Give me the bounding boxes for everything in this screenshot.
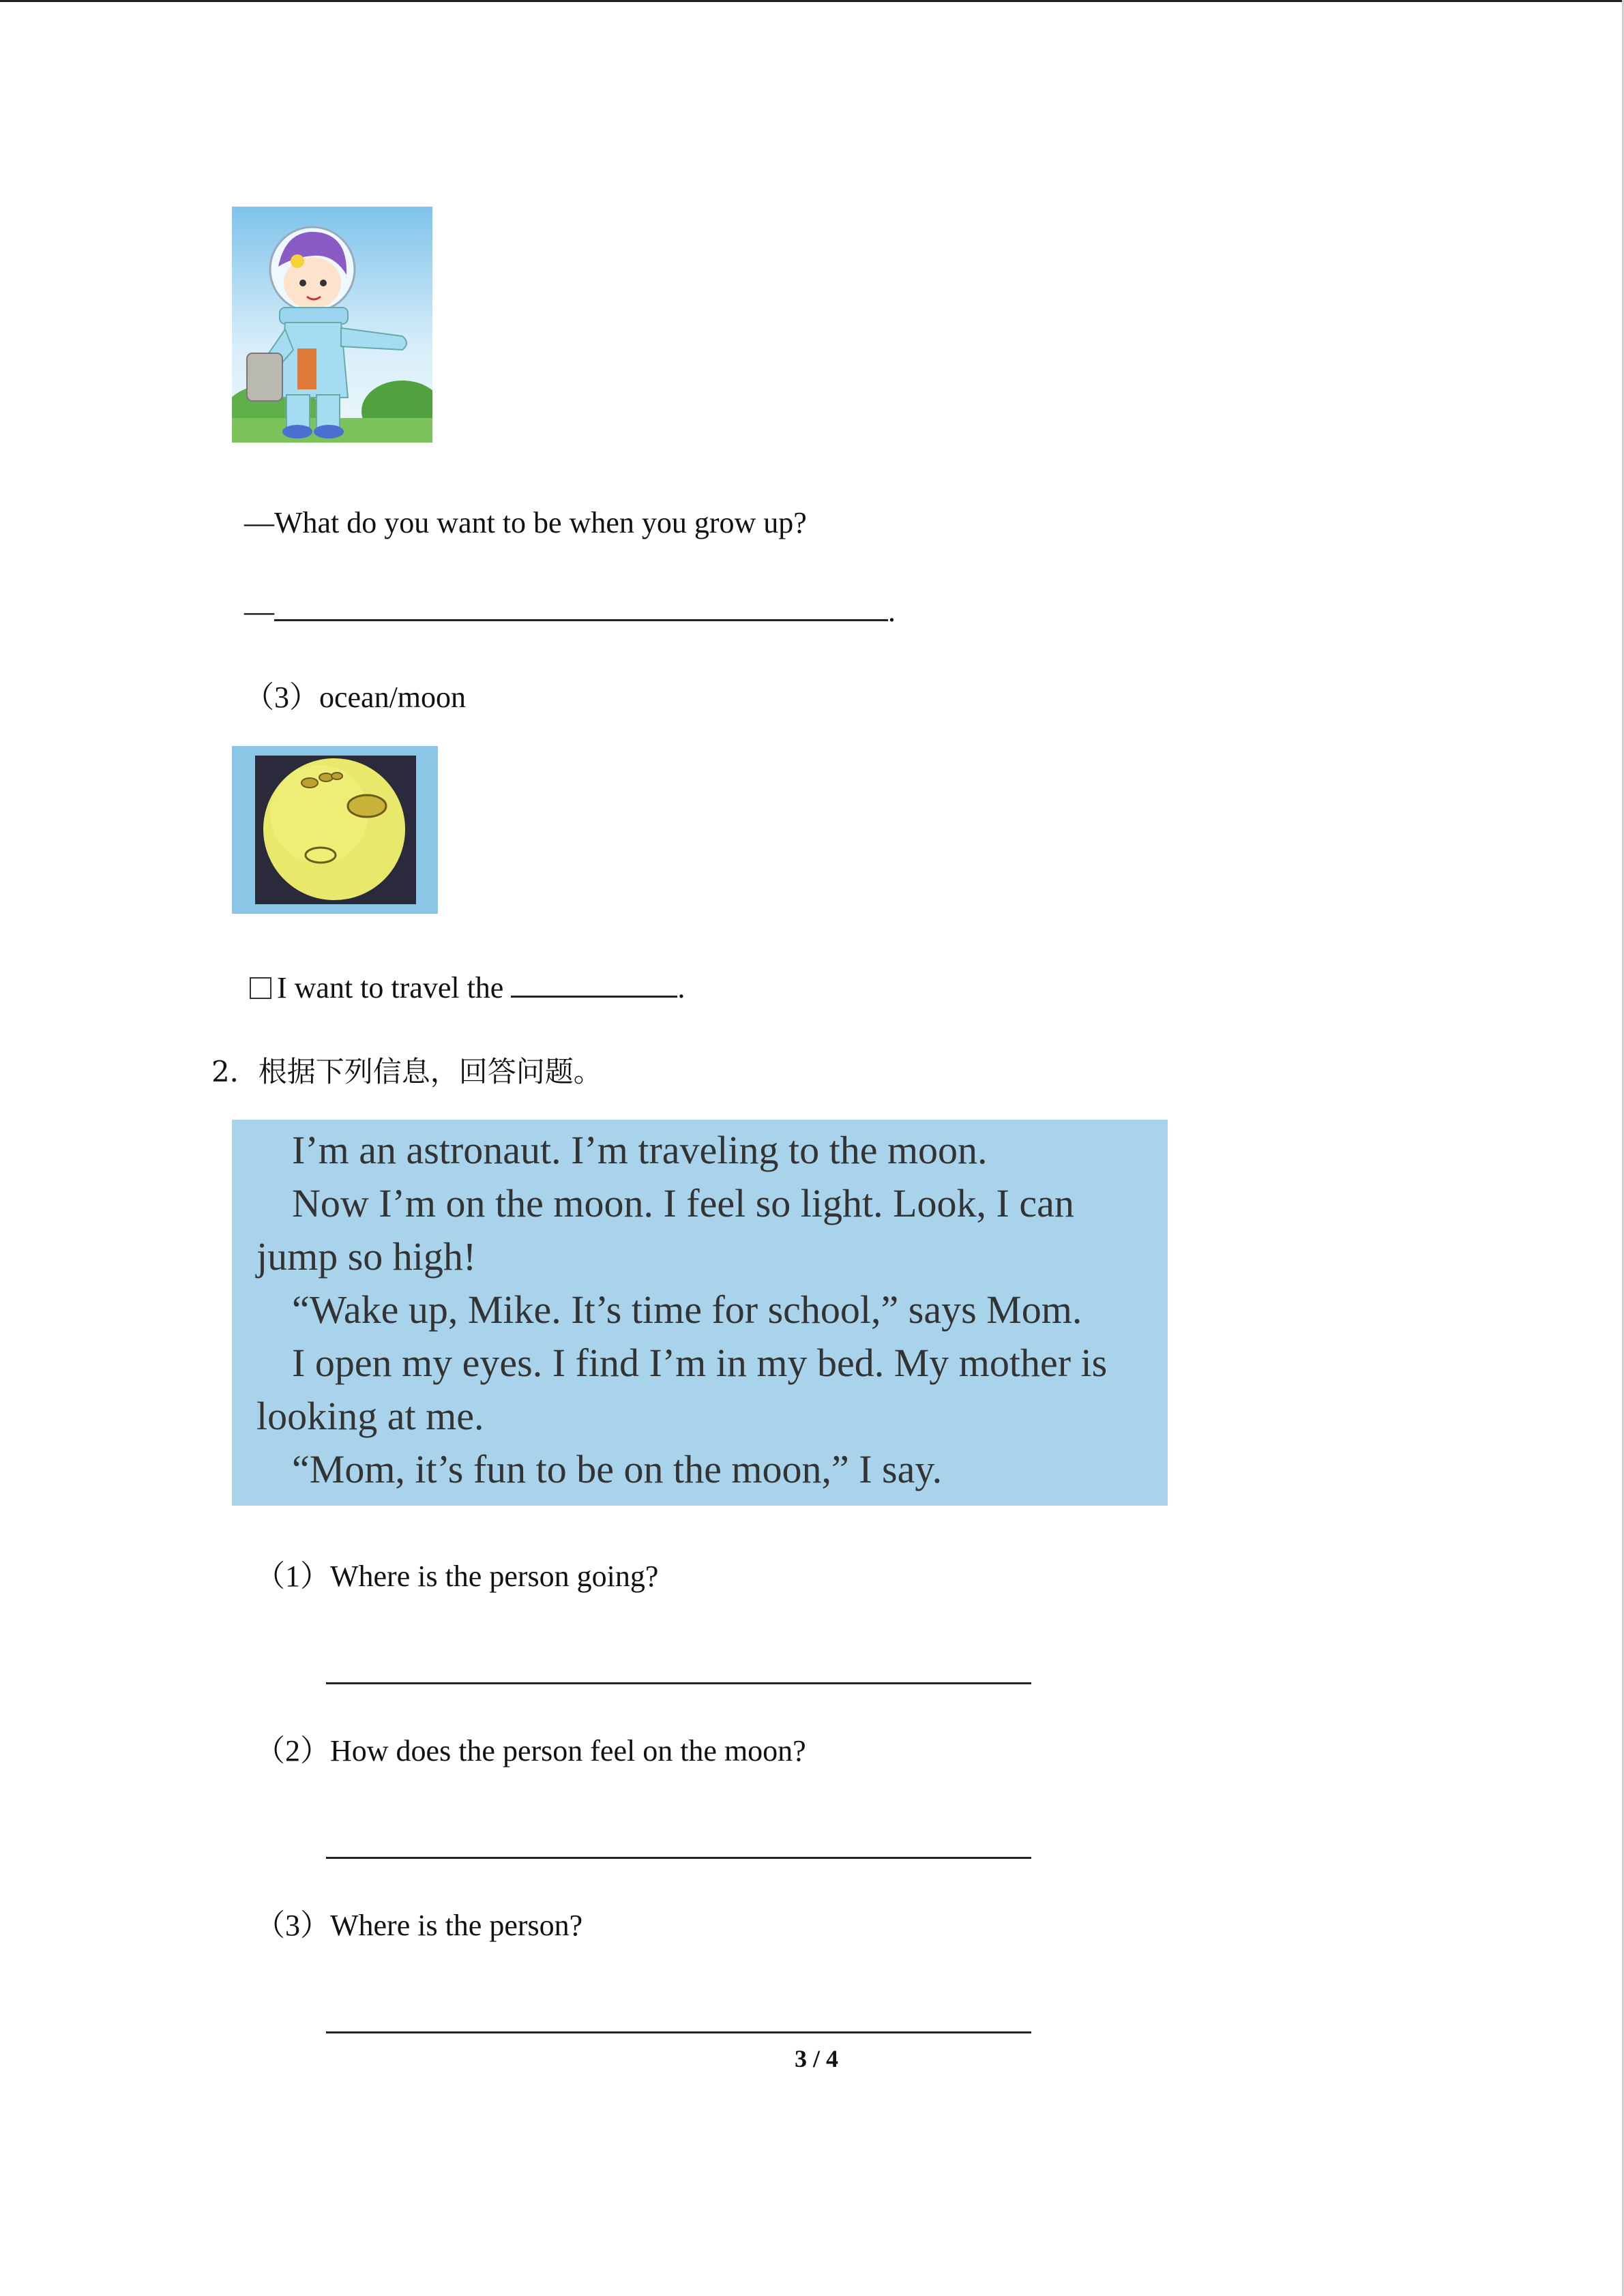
page-top-border <box>0 0 1624 2</box>
question-2: （2）How does the person feel on the moon? <box>255 1734 806 1768</box>
answer-period: . <box>888 595 896 628</box>
answer-dash: — <box>244 595 274 628</box>
reading-passage <box>232 1120 1168 1506</box>
passage-line: I open my eyes. I find I’m in my bed. My mother is <box>292 1341 1108 1385</box>
astronaut-girl-icon <box>232 207 432 443</box>
moon-icon <box>232 746 438 914</box>
passage-line: I’m an astronaut. I’m traveling to the moon. <box>292 1128 988 1172</box>
checkbox-icon[interactable] <box>250 977 271 999</box>
q1-item3-sentence <box>250 968 685 1007</box>
passage-line: jump so high! <box>256 1234 477 1279</box>
page-number: 3 / 4 <box>795 2045 839 2072</box>
answer-blank[interactable] <box>274 592 888 621</box>
answer-line-1[interactable] <box>326 1682 1031 1684</box>
sentence-end: . <box>677 971 685 1004</box>
sentence-start: I want to travel the <box>277 971 512 1004</box>
moon-illustration <box>232 746 438 914</box>
question-3: （3）Where is the person? <box>255 1909 583 1942</box>
passage-line: looking at me. <box>256 1394 484 1438</box>
q1-item2-question: —What do you want to be when you grow up? <box>244 506 807 539</box>
passage-line: Now I’m on the moon. I feel so light. Look, I can <box>292 1181 1074 1225</box>
passage-line: “Mom, it’s fun to be on the moon,” I say. <box>292 1447 943 1491</box>
answer-line-2[interactable] <box>326 1857 1031 1859</box>
q1-item3-label: （3）ocean/moon <box>244 681 467 714</box>
q1-item2-answer <box>244 592 896 631</box>
answer-line-3[interactable] <box>326 2031 1031 2033</box>
blank-line[interactable] <box>511 968 677 998</box>
astronaut-girl-illustration <box>232 207 432 443</box>
passage-line: “Wake up, Mike. It’s time for school,” says Mom. <box>292 1287 1082 1332</box>
question-1: （1）Where is the person going? <box>255 1560 659 1593</box>
section2-heading: 2．根据下列信息，回答问题。 <box>211 1055 602 1088</box>
